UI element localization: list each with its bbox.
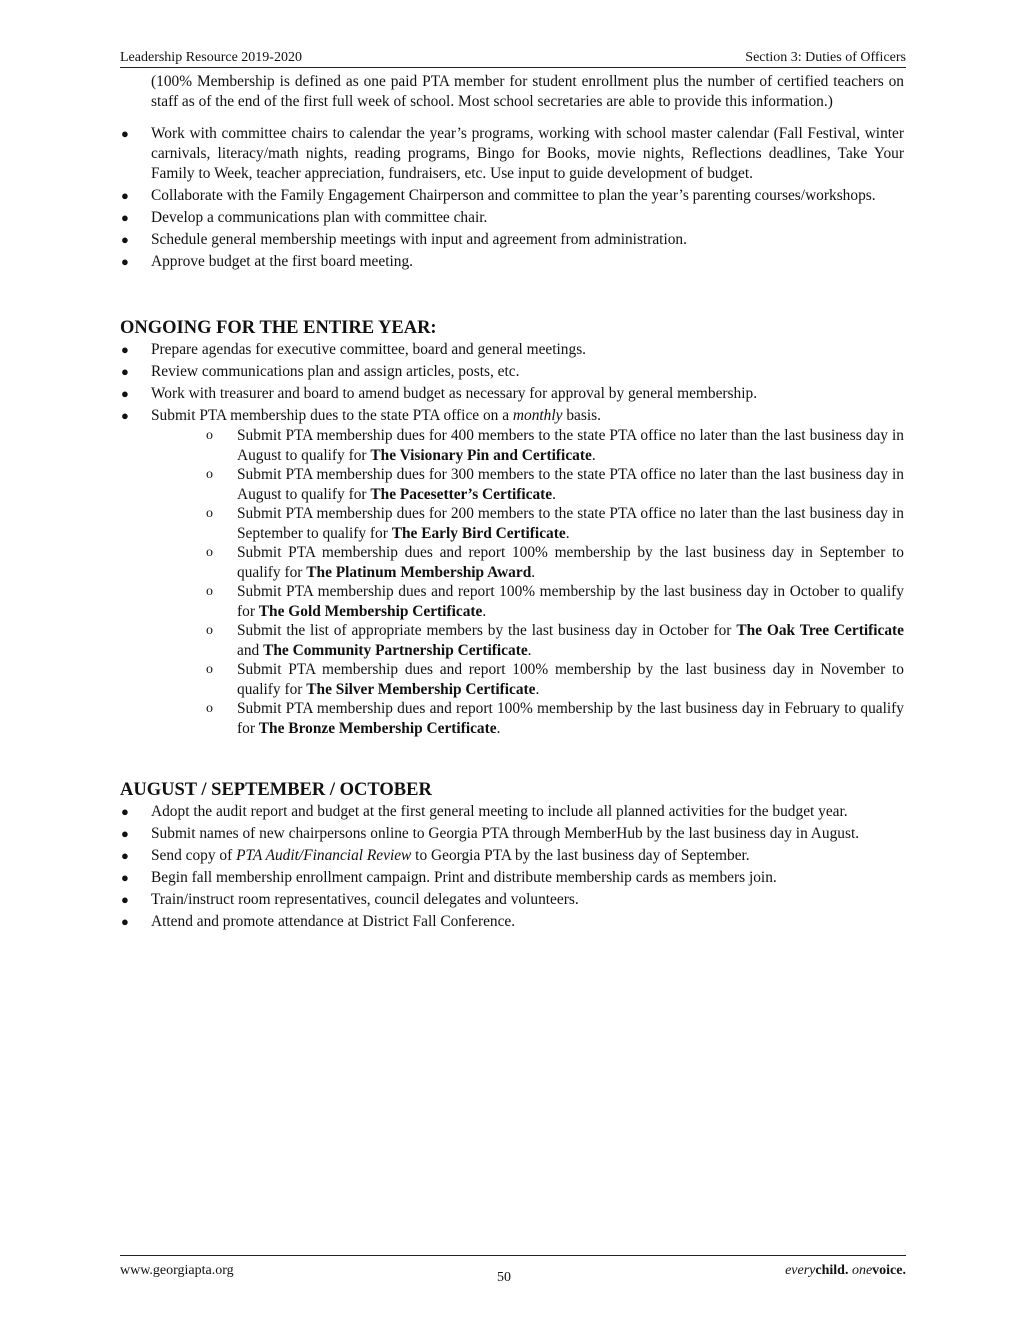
aug-sep-oct-bullet-list	[120, 802, 904, 932]
list-item: ● Train/instruct room representatives, council delegates and volunteers.	[121, 891, 579, 908]
list-item: ● Send copy of PTA Audit/Financial Review to Georgia PTA by the last business day of September.	[121, 847, 750, 864]
page-content	[120, 72, 904, 934]
bullet-icon: ●	[121, 408, 129, 423]
sub-list-item: o Submit PTA membership dues and report 100% membership by the last business day in November to qualify for The Silver Membership Certificate.	[206, 661, 904, 698]
sub-list-item: o Submit PTA membership dues and report 100% membership by the last business day in February to qualify for The Bronze Membership Certificate.	[206, 700, 904, 737]
certificate-name: The Platinum Membership Award	[306, 563, 532, 581]
bullet-icon: ●	[121, 386, 129, 401]
bullet-icon: ●	[121, 232, 129, 247]
bullet-icon: ●	[121, 342, 129, 357]
sub-list-item: o Submit PTA membership dues and report 100% membership by the last business day in October to qualify for The Gold Membership Certificate.	[206, 583, 904, 620]
bullet-icon: ●	[121, 210, 129, 225]
list-item: ● Adopt the audit report and budget at the first general meeting to include all planned activities for the budget year.	[121, 803, 848, 820]
list-item: ● Develop a communications plan with committee chair.	[121, 209, 488, 226]
header-left-title: Leadership Resource 2019-2020	[120, 50, 302, 65]
list-item: ● Work with committee chairs to calendar the year’s programs, working with school master calendar (Fall Festival, winter carnivals, literacy/math nights, reading programs, Bingo for Books, movie nights, Reflections deadlines, Take Your Family to Week, teacher appreciation, fundraisers, etc. Use input to guide development of budget.	[121, 125, 904, 182]
bullet-icon: ●	[121, 826, 129, 841]
page-number: 50	[497, 1270, 511, 1285]
list-item: ● Approve budget at the first board meeting.	[121, 253, 413, 270]
certificate-name: The Pacesetter’s Certificate	[370, 485, 553, 503]
header-section-title: Section 3: Duties of Officers	[745, 50, 906, 65]
ongoing-heading: ONGOING FOR THE ENTIRE YEAR:	[120, 318, 437, 338]
list-item: ● Work with treasurer and board to amend budget as necessary for approval by general membership.	[121, 385, 758, 402]
sub-list-item: o Submit PTA membership dues for 300 members to the state PTA office no later than the last business day in August to qualify for The Pacesetter’s Certificate.	[206, 466, 904, 503]
circle-bullet-icon: o	[206, 662, 213, 677]
circle-bullet-icon: o	[206, 701, 213, 716]
ongoing-bullet-list	[120, 340, 904, 738]
list-item: ● Begin fall membership enrollment campaign. Print and distribute membership cards as members join.	[121, 869, 777, 886]
bullet-icon: ●	[121, 870, 129, 885]
sub-list-item: o Submit PTA membership dues for 200 members to the state PTA office no later than the last business day in September to qualify for The Early Bird Certificate.	[206, 505, 904, 542]
slogan: everychild. onevoice.	[785, 1263, 906, 1278]
page-header	[120, 50, 906, 68]
circle-bullet-icon: o	[206, 584, 213, 599]
planning-bullet-list	[120, 124, 904, 272]
circle-bullet-icon: o	[206, 545, 213, 560]
sub-list-item: o Submit PTA membership dues for 400 members to the state PTA office no later than the last business day in August to qualify for The Visionary Pin and Certificate.	[206, 427, 904, 464]
aug-sep-oct-heading: AUGUST / SEPTEMBER / OCTOBER	[120, 780, 432, 800]
certificate-name: The Early Bird Certificate	[391, 524, 566, 542]
certificate-sub-list	[151, 426, 904, 738]
certificate-name: The Community Partnership Certificate	[263, 641, 528, 659]
membership-definition-note: (100% Membership is defined as one paid PTA member for student enrollment plus the number of certified teachers on staff as of the end of the first full week of school. Most school secretaries are able to provide this information.)	[151, 73, 904, 110]
circle-bullet-icon: o	[206, 623, 213, 638]
list-item: ● Collaborate with the Family Engagement Chairperson and committee to plan the year’s parenting courses/workshops.	[121, 187, 876, 204]
bullet-icon: ●	[121, 126, 129, 141]
website-link[interactable]: www.georgiapta.org	[120, 1263, 234, 1278]
bullet-icon: ●	[121, 892, 129, 907]
certificate-name: The Bronze Membership Certificate	[258, 719, 497, 737]
list-item: ● Review communications plan and assign articles, posts, etc.	[121, 363, 520, 380]
certificate-name: The Gold Membership Certificate	[258, 602, 483, 620]
list-item: ● Submit PTA membership dues to the state PTA office on a monthly basis. o Submit PTA membership dues for 400 members to the state PTA office no later than the last business day in August to qualify for The Visionary Pin and Certificate. o Submit PTA membership dues for 300 members to the state PTA office no later than the last business day in August to qualify for The Pacesetter’s Certificate. o Submit PTA membership dues for 200 members to the state PTA office no later than the last business day in September to qualify for The Early Bird Certificate. o Submit PTA membership dues and report 100% membership by the last business day in September to qualify for The Platinum Membership Award. o Submit PTA membership dues and report 100% membership by the last business day in October to qualify for The Gold Membership Certificate. o Submit the list of appropriate members by the last business day in October for The Oak Tree Certificate and The Community Partnership Certificate. o Submit PTA membership dues and report 100% membership by the last business day in November to qualify for The Silver Membership Certificate. o Submit PTA membership dues and report 100% membership by the last business day in February to qualify for The Bronze Membership Certificate.	[121, 407, 904, 737]
bullet-icon: ●	[121, 188, 129, 203]
circle-bullet-icon: o	[206, 506, 213, 521]
circle-bullet-icon: o	[206, 467, 213, 482]
bullet-icon: ●	[121, 364, 129, 379]
bullet-icon: ●	[121, 804, 129, 819]
sub-list-item: o Submit the list of appropriate members by the last business day in October for The Oak Tree Certificate and The Community Partnership Certificate.	[206, 622, 904, 659]
circle-bullet-icon: o	[206, 428, 213, 443]
certificate-name: The Oak Tree Certificate	[736, 622, 904, 639]
page-footer	[120, 1255, 906, 1285]
certificate-name: The Visionary Pin and Certificate	[370, 446, 592, 464]
list-item: ● Attend and promote attendance at District Fall Conference.	[121, 913, 516, 930]
list-item: ● Submit names of new chairpersons online to Georgia PTA through MemberHub by the last business day in August.	[121, 825, 860, 842]
bullet-icon: ●	[121, 848, 129, 863]
sub-list-item: o Submit PTA membership dues and report 100% membership by the last business day in September to qualify for The Platinum Membership Award.	[206, 544, 904, 581]
bullet-icon: ●	[121, 914, 129, 929]
list-item: ● Prepare agendas for executive committee, board and general meetings.	[121, 341, 587, 358]
bullet-icon: ●	[121, 254, 129, 269]
list-item: ● Schedule general membership meetings with input and agreement from administration.	[121, 231, 687, 248]
certificate-name: The Silver Membership Certificate	[306, 680, 536, 698]
